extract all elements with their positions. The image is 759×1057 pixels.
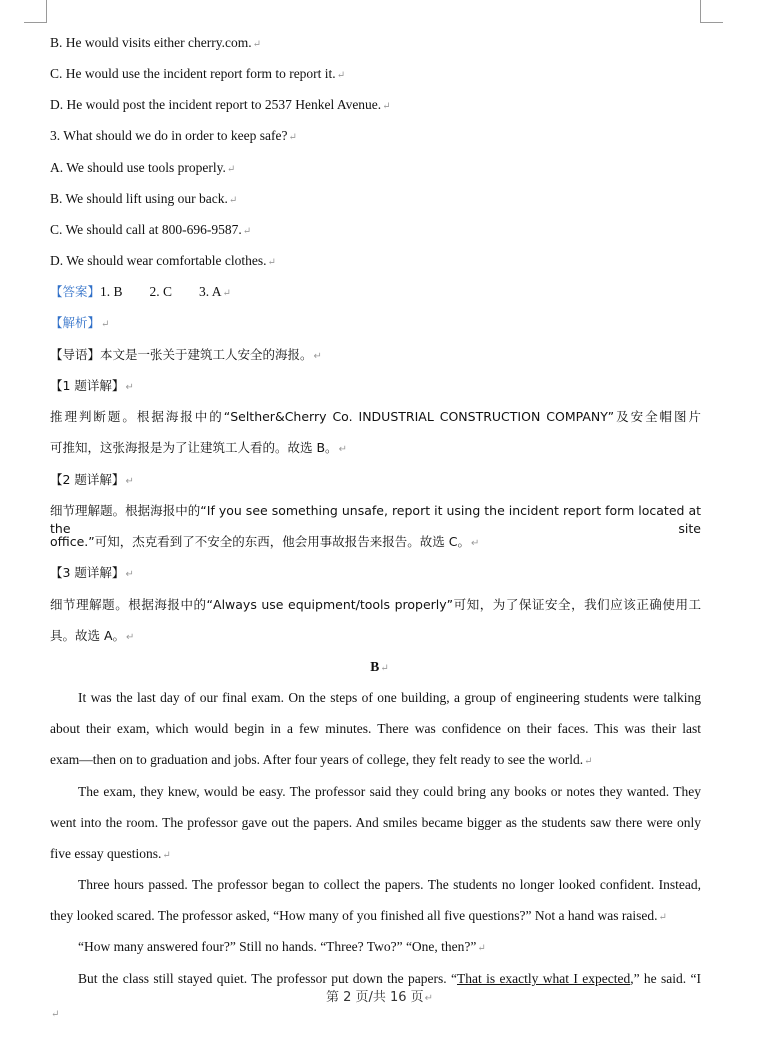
answer-line: 【答案】1. B 2. C 3. A↵ [50,284,231,299]
answer-label: 【答案】 [50,284,101,299]
q3-option-b: B. We should lift using our back.↵ [50,191,238,206]
detail1-text-line1: 推理判断题。根据海报中的“Selther&Cherry Co. INDUSTRIAL CONSTRUCTION COMPANY”及安全帽图片 [50,409,701,424]
detail3-text-line2: 具。故选 A。↵ [50,628,135,643]
section-title: B↵ [370,659,389,674]
q3-option-d: D. We should wear comfortable clothes.↵ [50,253,276,268]
page-footer: 第 2 页/共 16 页↵ [325,990,434,1005]
q2-option-d: D. He would post the incident report to 2537 Henkel Avenue.↵ [50,97,391,112]
detail2-text-line2: office.”可知，杰克看到了不安全的东西，他会用事故报告来报告。故选 C。↵ [50,534,480,549]
passage-p5-line1: But the class still stayed quiet. The professor put down the papers. “That is exactly what I expected,” he said. “I [78,971,701,986]
detail3-text-line1: 细节理解题。根据海报中的“Always use equipment/tools properly”可知，为了保证安全，我们应该正确使用工 [50,597,701,612]
q3-option-c: C. We should call at 800-696-9587.↵ [50,222,252,237]
passage-p2-line3: five essay questions.↵ [50,846,171,861]
crop-mark-top-left [24,0,47,23]
q3-option-a: A. We should use tools properly.↵ [50,160,236,175]
detail2-heading: 【2 题详解】↵ [50,472,134,487]
analysis-heading: 【解析】↵ [50,315,110,330]
q2-option-c: C. He would use the incident report form to report it.↵ [50,66,346,81]
passage-p3-line2: they looked scared. The professor asked, “How many of you finished all five questions?” Not a hand was raised.↵ [50,908,667,923]
detail2-text-line1: 细节理解题。根据海报中的“If you see something unsafe, report it using the incident report form located at the site [50,503,701,536]
trailing-paragraph-mark: ↵ [51,1009,60,1020]
detail1-text-line2: 可推知，这张海报是为了让建筑工人看的。故选 B。↵ [50,440,347,455]
q2-option-b: B. He would visits either cherry.com.↵ [50,35,261,50]
guide-text: 本文是一张关于建筑工人安全的海报。 [100,347,313,362]
q3-question: 3. What should we do in order to keep safe?↵ [50,128,297,143]
underlined-phrase: That is exactly what I expected [456,971,631,986]
guide-line: 【导语】本文是一张关于建筑工人安全的海报。↵ [50,347,322,362]
passage-p2-line1: The exam, they knew, would be easy. The professor said they could bring any books or notes they wanted. They [78,784,701,799]
passage-p2-line2: went into the room. The professor gave out the papers. And smiles became bigger as the students saw there were only [50,815,701,830]
guide-label: 【导语】 [50,347,101,362]
passage-p1-line1: It was the last day of our final exam. On the steps of one building, a group of engineering students were talking [78,690,701,705]
detail1-heading: 【1 题详解】↵ [50,378,134,393]
passage-p1-line2: about their exam, which would begin in a few minutes. There was confidence on their faces. This was their last [50,721,701,736]
crop-mark-top-right [700,0,723,23]
passage-p3-line1: Three hours passed. The professor began to collect the papers. The students no longer looked confident. Instead, [78,877,701,892]
passage-p1-line3: exam—then on to graduation and jobs. After four years of college, they felt ready to see the world.↵ [50,752,593,767]
detail3-heading: 【3 题详解】↵ [50,565,134,580]
passage-p4-line1: “How many answered four?” Still no hands. “Three? Two?” “One, then?”↵ [78,939,486,954]
answer-text: 1. B 2. C 3. A [100,284,222,299]
